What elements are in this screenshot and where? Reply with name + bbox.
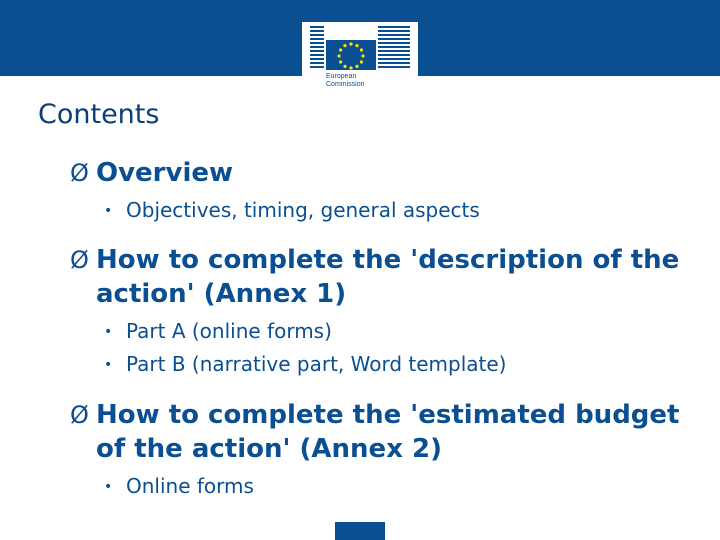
- list-item: [104, 194, 700, 227]
- arrow-bullet-icon: Ø: [70, 159, 89, 187]
- dot-bullet-icon: •: [104, 324, 113, 340]
- list-item-text: Online forms: [126, 474, 254, 498]
- section-heading: Overview: [96, 158, 234, 188]
- section-heading: How to complete the 'estimated budget of the action' (Annex 2): [96, 400, 680, 464]
- footer-flag-mark: [335, 522, 385, 540]
- dot-bullet-icon: •: [104, 203, 113, 219]
- arrow-bullet-icon: Ø: [70, 246, 89, 274]
- arrow-bullet-icon: Ø: [70, 401, 89, 429]
- list-item: [104, 348, 700, 381]
- section-heading: How to complete the 'description of the action' (Annex 1): [96, 245, 680, 309]
- list-item: [104, 470, 700, 503]
- list-item-text: Objectives, timing, general aspects: [126, 198, 480, 222]
- bullet-list: [104, 194, 700, 227]
- european-commission-logo: [302, 22, 418, 100]
- list-item: [104, 315, 700, 348]
- section-overview: [70, 156, 700, 227]
- bullet-list: [104, 470, 700, 503]
- list-item-text: Part A (online forms): [126, 319, 332, 343]
- logo-line-european: European: [326, 73, 357, 80]
- dot-bullet-icon: •: [104, 357, 113, 373]
- slide-title: Contents: [38, 99, 160, 130]
- logo-wordmark: [326, 73, 406, 89]
- bullet-list: [104, 315, 700, 381]
- list-item-text: Part B (narrative part, Word template): [126, 352, 507, 376]
- section-annex-2: [70, 398, 700, 503]
- section-annex-1: [70, 243, 700, 381]
- dot-bullet-icon: •: [104, 479, 113, 495]
- logo-line-commission: Commission: [326, 81, 365, 88]
